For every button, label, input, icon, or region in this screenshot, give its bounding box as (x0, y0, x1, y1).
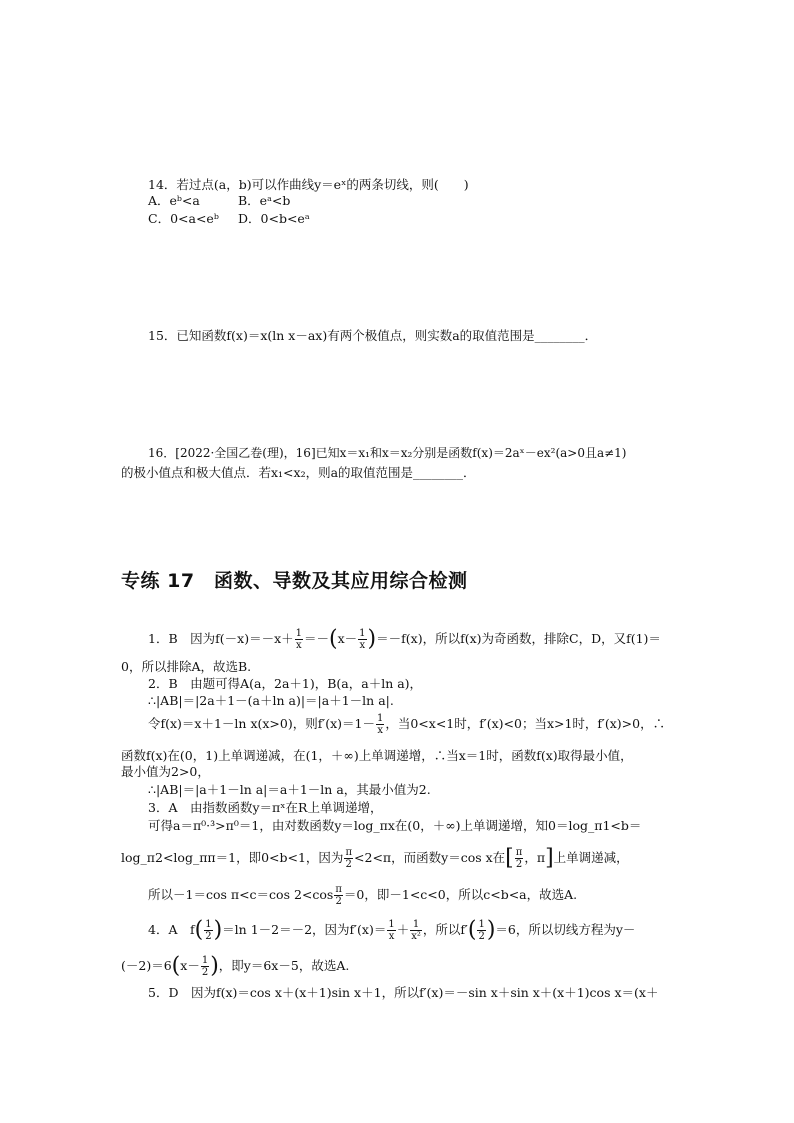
answer-1-line1: 1．B 因为f(－x)＝－x＋ $\frac{1}{x}$ ＝－(x－ $\frac{1}{x}$ )＝－f(x)，所以f(x)为奇函数，排除C，D，又f(1)＝ (148, 626, 661, 652)
q14-stem: 14．若过点(a，b)可以作曲线y＝eˣ的两条切线，则( ) (148, 177, 469, 192)
answer-3-line1: 3．A 由指数函数y＝πˣ在R上单调递增， (148, 800, 383, 815)
q15-text: 15．已知函数f(x)＝x(ln x－ax)有两个极值点，则实数a的取值范围是________． (148, 328, 598, 343)
q14-option-c: C．0<a<eᵇ (148, 211, 219, 226)
answer-2-line1: 2．B 由题可得A(a，2a＋1)，B(a，a＋ln a)， (148, 676, 423, 691)
q14-option-d: D．0<b<eᵃ (238, 211, 310, 226)
q14-option-a: A．eᵇ<a (148, 193, 200, 208)
answer-2-line2: ∴|AB|＝|2a＋1－(a＋ln a)|＝|a＋1－ln a|. (148, 693, 394, 708)
answer-4-line1: 4．A f( $\frac{1}{2}$ )＝ln 1－2＝－2，因为f′(x)＝ $\frac{1}{x}$ ＋ $\frac{1}{\text{x²}}$ ，所以f′( $\frac{1}{2}$ )＝6，所以切线方程为y－ (148, 917, 636, 943)
answer-3-line2: 可得a＝π⁰·³>π⁰＝1，由对数函数y＝log_πx在(0，＋∞)上单调递增，知0＝log_π1<b＝ (148, 818, 642, 833)
answer-3-line4: 所以－1＝cos π<c＝cos 2<cos $\frac{\pi}{2}$ ＝0，即－1<c<0，所以c<b<a，故选A. (148, 884, 578, 907)
answer-2-line4: 函数f(x)在(0，1)上单调递减，在(1，＋∞)上单调递增，∴当x＝1时，函数f(x)取得最小值， (121, 748, 633, 763)
q16-line2: 的极小值点和极大值点．若x₁<x₂，则a的取值范围是________． (121, 465, 476, 480)
answer-3-line3: log_π2<log_ππ＝1，即0<b<1，因为 $\frac{\pi}{2}$ <2<π，而函数y＝cos x在[ $\frac{\pi}{2}$ ，π]上单调递减， (121, 845, 629, 871)
answer-2-line5: 最小值为2>0， (121, 764, 210, 779)
answer-4-line2: (－2)＝6(x－ $\frac{1}{2}$ )，即y＝6x－5，故选A. (121, 953, 350, 979)
answer-5-line1: 5．D 因为f(x)＝cos x＋(x＋1)sin x＋1，所以f′(x)＝－sin x＋sin x＋(x＋1)cos x＝(x＋ (148, 985, 659, 1000)
answer-1-line2: 0，所以排除A，故选B. (121, 659, 252, 674)
q14-option-b: B．eᵃ<b (238, 193, 291, 208)
answer-2-line6: ∴|AB|＝|a＋1－ln a|＝a＋1－ln a，其最小值为2. (148, 782, 431, 797)
answer-2-line3: 令f(x)＝x＋1－ln x(x>0)，则f′(x)＝1－ $\frac{1}{x}$ ，当0<x<1时，f′(x)<0；当x>1时，f′(x)>0，∴ (148, 713, 666, 736)
section-title: 专练 17 函数、导数及其应用综合检测 (121, 570, 468, 592)
q16-line1: 16．[2022·全国乙卷(理)，16]已知x＝x₁和x＝x₂分别是函数f(x)＝2aˣ－ex²(a>0且a≠1) (148, 446, 627, 460)
